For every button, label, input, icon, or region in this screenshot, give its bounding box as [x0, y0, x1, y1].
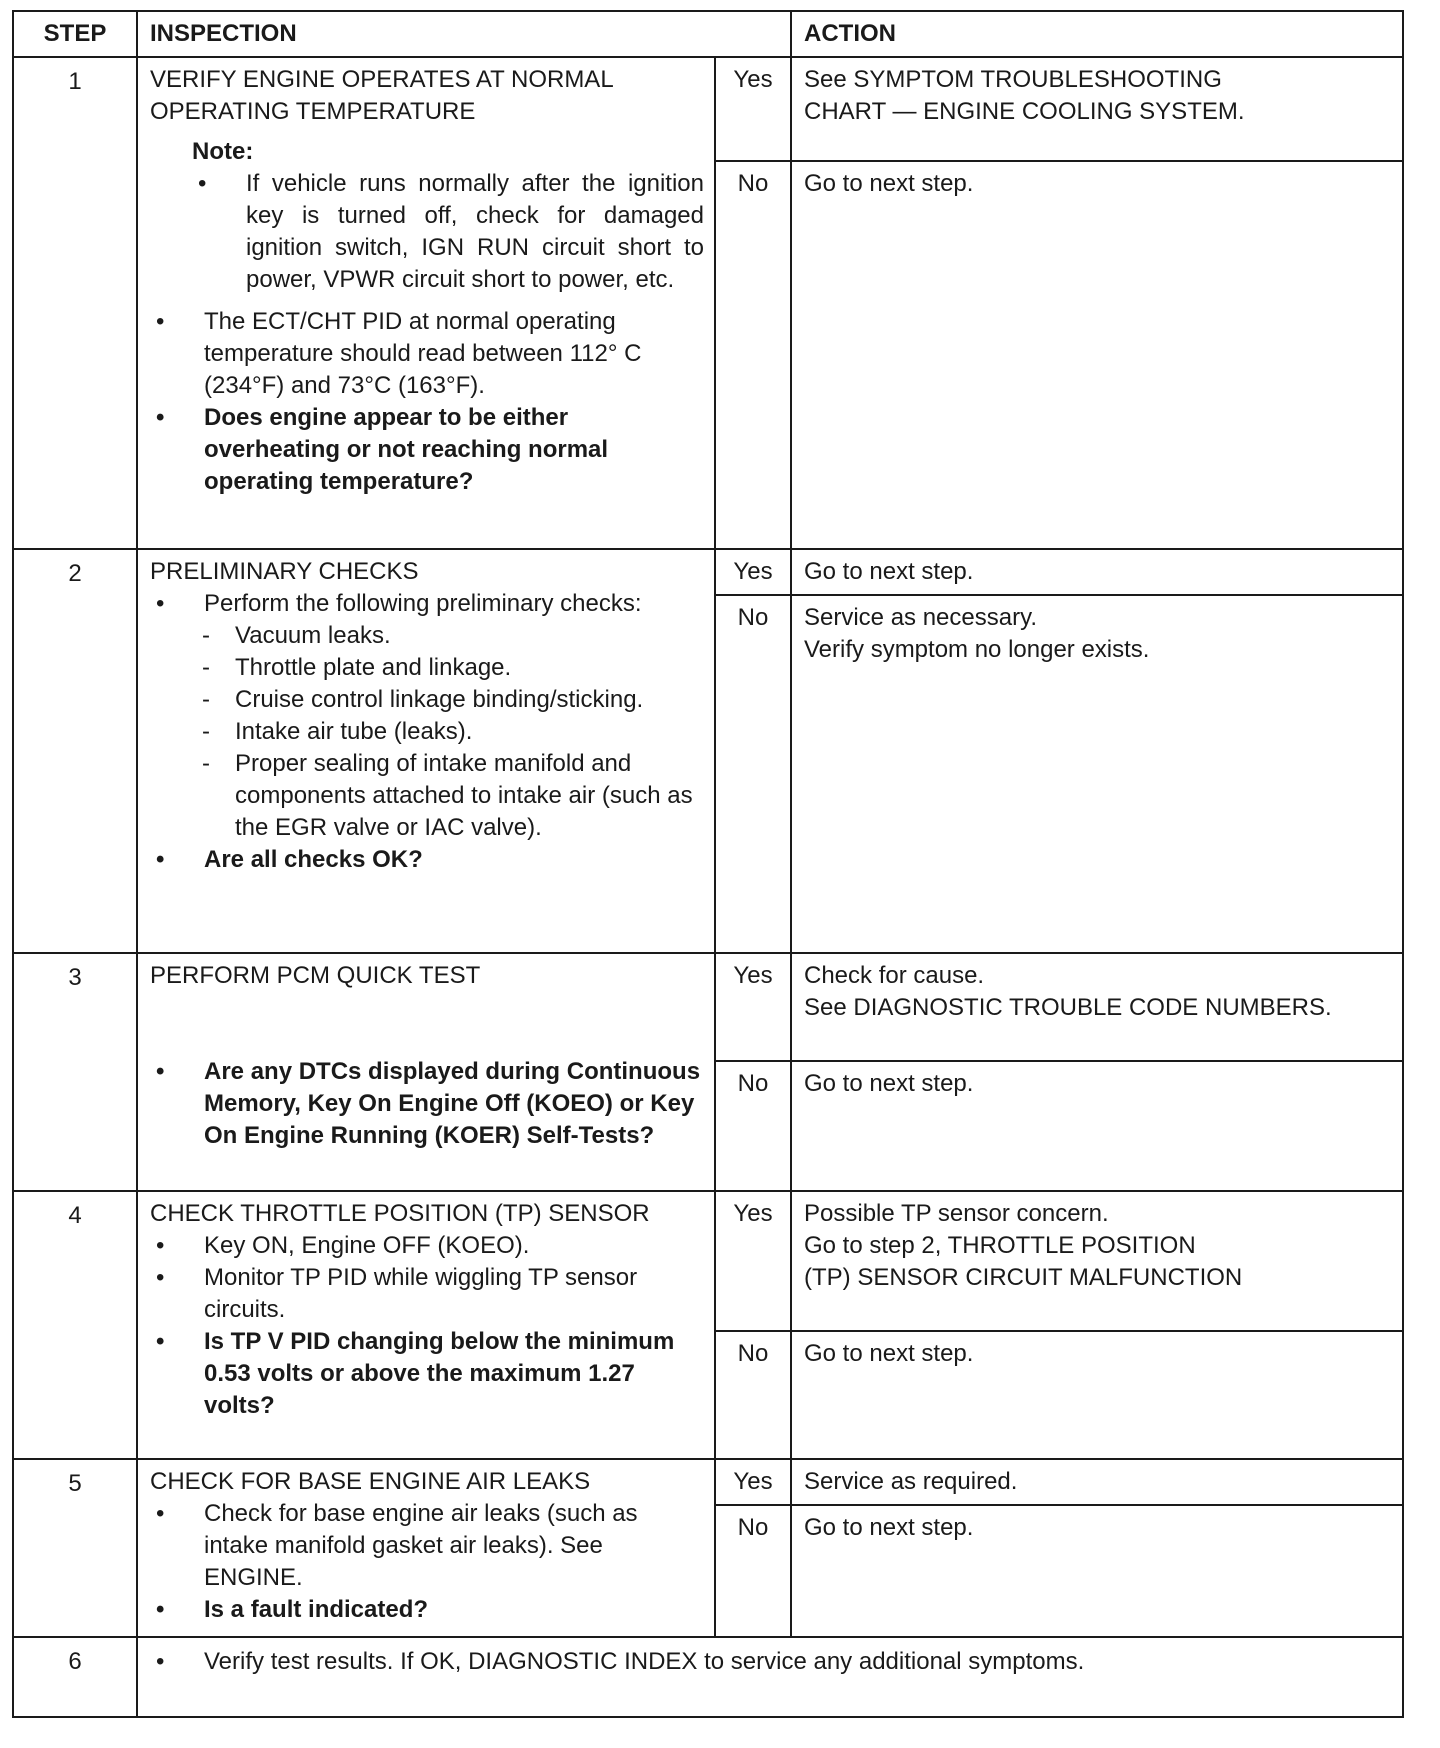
- no-action: Go to next step.: [791, 1061, 1403, 1191]
- yes-label: Yes: [715, 57, 791, 161]
- inspection-cell: [137, 1191, 715, 1459]
- step-number: 3: [13, 953, 137, 1191]
- no-label: No: [715, 161, 791, 549]
- inspection-cell: [137, 1459, 715, 1637]
- inspection-cell: [137, 549, 715, 953]
- step-number: 6: [13, 1637, 137, 1717]
- sub-item: - Proper sealing of intake manifold and components attached to intake air (such as the EGR valve or IAC valve).: [202, 750, 693, 841]
- bullet-item: • Verify test results. If OK, DIAGNOSTIC INDEX to service any additional symptoms.: [150, 1646, 1130, 1678]
- header-row: [13, 11, 1403, 57]
- question-item: • Are all checks OK?: [150, 844, 704, 876]
- bullet-icon: •: [156, 1500, 165, 1527]
- table-row: [13, 1637, 1403, 1717]
- note-label: Note:: [192, 138, 254, 165]
- step-title: CHECK THROTTLE POSITION (TP) SENSOR: [150, 1200, 650, 1227]
- step-number: 1: [13, 57, 137, 549]
- table-row: [13, 549, 1403, 595]
- header-action: ACTION: [791, 11, 1403, 57]
- step-number: 5: [13, 1459, 137, 1637]
- step-number: 2: [13, 549, 137, 953]
- no-action: Go to next step.: [791, 1505, 1403, 1637]
- note-item: • If vehicle runs normally after the ignition key is turned off, check for damaged ignition switch, IGN RUN circuit short to power, VPWR circuit short to power, etc.: [192, 168, 704, 296]
- no-action: Service as necessary. Verify symptom no longer exists.: [791, 595, 1403, 953]
- bullet-icon: •: [156, 1328, 165, 1355]
- no-label: No: [715, 595, 791, 953]
- bullet-icon: •: [156, 1648, 165, 1675]
- step-title: PERFORM PCM QUICK TEST: [150, 962, 481, 989]
- inspection-cell: [137, 953, 715, 1191]
- bullet-icon: •: [156, 1232, 165, 1259]
- step-title: OPERATING TEMPERATURE: [150, 98, 476, 125]
- bullet-icon: •: [156, 846, 165, 873]
- bullet-icon: •: [156, 1596, 165, 1623]
- question-item: • Does engine appear to be either overheating or not reaching normal operating temperature?: [150, 402, 704, 498]
- table-row: [13, 57, 1403, 161]
- table-row: [13, 1191, 1403, 1331]
- sub-item: - Cruise control linkage binding/sticking.: [202, 686, 644, 713]
- no-label: No: [715, 1505, 791, 1637]
- no-action: Go to next step.: [791, 1331, 1403, 1459]
- bullet-item: • Perform the following preliminary checks:: [150, 588, 704, 620]
- no-label: No: [715, 1061, 791, 1191]
- sub-item: - Throttle plate and linkage.: [202, 654, 512, 681]
- yes-label: Yes: [715, 1191, 791, 1331]
- yes-action: Go to next step.: [791, 549, 1403, 595]
- bullet-item: • The ECT/CHT PID at normal operating temperature should read between 112° C (234°F) and 73°C (163°F).: [150, 306, 704, 402]
- step-title: CHECK FOR BASE ENGINE AIR LEAKS: [150, 1468, 591, 1495]
- no-action: Go to next step.: [791, 161, 1403, 549]
- yes-label: Yes: [715, 953, 791, 1061]
- yes-action: See SYMPTOM TROUBLESHOOTING CHART — ENGINE COOLING SYSTEM.: [791, 57, 1403, 161]
- yes-action: Check for cause. See DIAGNOSTIC TROUBLE CODE NUMBERS.: [791, 953, 1403, 1061]
- bullet-item: • Check for base engine air leaks (such as intake manifold gasket air leaks). See ENGINE.: [150, 1498, 704, 1594]
- table-row: [13, 953, 1403, 1061]
- question-item: • Is TP V PID changing below the minimum 0.53 volts or above the maximum 1.27 volts?: [150, 1326, 704, 1422]
- header-step: STEP: [13, 11, 137, 57]
- bullet-icon: •: [156, 1058, 165, 1085]
- yes-action: Possible TP sensor concern. Go to step 2, THROTTLE POSITION (TP) SENSOR CIRCUIT MALFUNCTION: [791, 1191, 1403, 1331]
- bullet-icon: •: [156, 308, 165, 335]
- inspection-cell: [137, 1637, 1403, 1717]
- step-number: 4: [13, 1191, 137, 1459]
- yes-action: Service as required.: [791, 1459, 1403, 1505]
- table-row: [13, 1459, 1403, 1505]
- yes-label: Yes: [715, 549, 791, 595]
- no-label: No: [715, 1331, 791, 1459]
- bullet-item: • Monitor TP PID while wiggling TP sensor circuits.: [150, 1262, 704, 1326]
- step-title: VERIFY ENGINE OPERATES AT NORMAL: [150, 66, 614, 93]
- inspection-cell: [137, 57, 715, 549]
- bullet-item: • Key ON, Engine OFF (KOEO).: [150, 1230, 704, 1262]
- step-title: PRELIMINARY CHECKS: [150, 558, 419, 585]
- question-item: • Are any DTCs displayed during Continuous Memory, Key On Engine Off (KOEO) or Key On Engine Running (KOER) Self-Tests?: [150, 1056, 704, 1152]
- yes-label: Yes: [715, 1459, 791, 1505]
- bullet-icon: •: [198, 170, 207, 197]
- diagnostic-table: [12, 10, 1404, 1718]
- bullet-icon: •: [156, 590, 165, 617]
- bullet-icon: •: [156, 1264, 165, 1291]
- sub-item: - Intake air tube (leaks).: [202, 718, 473, 745]
- sub-item: - Vacuum leaks.: [202, 622, 391, 649]
- header-inspection: INSPECTION: [137, 11, 791, 57]
- question-item: • Is a fault indicated?: [150, 1594, 704, 1626]
- bullet-icon: •: [156, 404, 165, 431]
